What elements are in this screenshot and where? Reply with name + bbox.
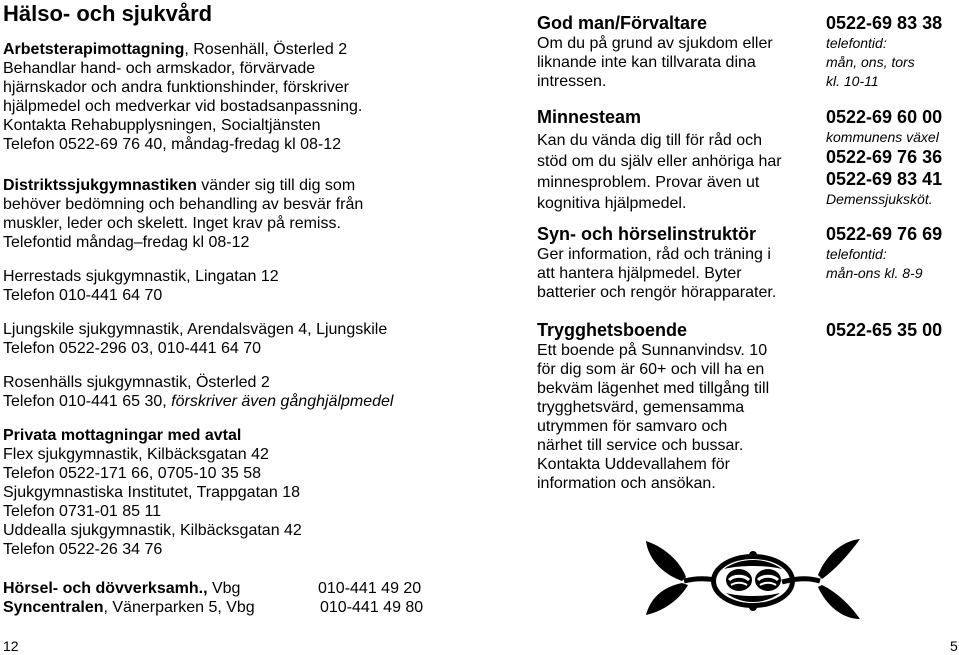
syncentral-row bbox=[3, 598, 255, 617]
minnesteam-line: kognitiva hjälpmedel. bbox=[537, 195, 687, 212]
horsel-name: Hörsel- och dövverksamh., bbox=[3, 580, 208, 597]
privata-line: Uddealla sjukgymnastik, Kilbäcksgatan 42 bbox=[3, 522, 302, 539]
rosenhall-note: förskriver även gånghjälpmedel bbox=[171, 393, 394, 410]
privata-line: Flex sjukgymnastik, Kilbäcksgatan 42 bbox=[3, 446, 269, 463]
minnesteam-line: minnesproblem. Provar även ut bbox=[537, 174, 760, 191]
minnesteam-phone: 0522-69 76 36 bbox=[826, 147, 943, 167]
arbetsterapi-line: Telefon 0522-69 76 40, måndag-fredag kl 08-12 bbox=[3, 136, 342, 153]
distrikt-section bbox=[3, 176, 363, 252]
flower-ornament-icon bbox=[640, 535, 865, 623]
minnesteam-note: kommunens växel bbox=[826, 129, 939, 145]
trygg-phone: 0522-65 35 00 bbox=[826, 320, 943, 340]
godman-heading: God man/Förvaltare bbox=[537, 13, 708, 33]
godman-info: kl. 10-11 bbox=[826, 73, 879, 89]
godman-line: liknande inte kan tillvarata dina bbox=[537, 54, 756, 71]
distrikt-line: behöver bedömning och behandling av besvär från bbox=[3, 196, 364, 213]
syn-line: Ger information, råd och träning i bbox=[537, 246, 771, 263]
herrestad-line: Herrestads sjukgymnastik, Lingatan 12 bbox=[3, 268, 279, 285]
arbetsterapi-line: hjälpmedel och medverkar vid bostadsanpassning. bbox=[3, 98, 363, 115]
trygg-line: trygghetsvärd, gemensamma bbox=[537, 399, 745, 416]
rosenhall-section bbox=[3, 373, 393, 411]
syn-heading: Syn- och hörselinstruktör bbox=[537, 224, 757, 244]
privata-heading: Privata mottagningar med avtal bbox=[3, 427, 242, 444]
minnesteam-phone: 0522-69 83 41 bbox=[826, 169, 943, 189]
herrestad-line: Telefon 010-441 64 70 bbox=[3, 287, 163, 304]
ljungskile-line: Ljungskile sjukgymnastik, Arendalsvägen 4, Ljungskile bbox=[3, 321, 388, 338]
syn-phone: 0522-69 76 69 bbox=[826, 224, 943, 244]
syncentral-address: , Vänerparken 5, Vbg bbox=[103, 599, 255, 616]
trygg-line: bekväm lägenhet med tillgång till bbox=[537, 380, 770, 397]
herrestad-section bbox=[3, 267, 279, 305]
horsel-place: Vbg bbox=[207, 580, 241, 597]
trygg-line: Ett boende på Sunnanvindsv. 10 bbox=[537, 342, 768, 359]
syn-info: mån-ons kl. 8-9 bbox=[826, 265, 923, 281]
godman-info: mån, ons, tors bbox=[826, 54, 915, 70]
godman-phone: 0522-69 83 38 bbox=[826, 13, 943, 33]
distrikt-name: Distriktssjukgymnastiken bbox=[3, 177, 197, 194]
distrikt-intro: vänder sig till dig som bbox=[196, 177, 356, 194]
trygg-line: information och ansökan. bbox=[537, 475, 716, 492]
distrikt-line: muskler, leder och skelett. Inget krav på remiss. bbox=[3, 215, 341, 232]
page-title: Hälso- och sjukvård bbox=[3, 1, 213, 26]
trygg-line: utrymmen för samvaro och bbox=[537, 418, 728, 435]
ljungskile-section bbox=[3, 320, 387, 358]
privata-line: Telefon 0522-26 34 76 bbox=[3, 541, 163, 558]
page-number-right: 5 bbox=[950, 638, 958, 654]
trygg-section bbox=[537, 319, 769, 493]
minnesteam-line: stöd om du själv eller anhöriga har bbox=[537, 153, 782, 170]
privata-line: Telefon 0522-171 66, 0705-10 35 58 bbox=[3, 465, 261, 482]
page-number-left: 12 bbox=[3, 638, 19, 654]
arbetsterapi-address: , Rosenhäll, Österled 2 bbox=[184, 41, 348, 58]
privata-line: Sjukgymnastiska Institutet, Trappgatan 18 bbox=[3, 484, 301, 501]
arbetsterapi-name: Arbetsterapimottagning bbox=[3, 41, 185, 58]
syn-section bbox=[537, 223, 776, 302]
arbetsterapi-line: hjärnskador och andra funktionshinder, förskriver bbox=[3, 79, 349, 96]
trygg-heading: Trygghetsboende bbox=[537, 320, 688, 340]
rosenhall-line: Rosenhälls sjukgymnastik, Österled 2 bbox=[3, 374, 270, 391]
rosenhall-phone: Telefon 010-441 65 30, bbox=[3, 393, 172, 410]
arbetsterapi-line: Behandlar hand- och armskador, förvärvade bbox=[3, 60, 316, 77]
syn-info: telefontid: bbox=[826, 246, 887, 262]
privata-line: Telefon 0731-01 85 11 bbox=[3, 503, 162, 520]
godman-section bbox=[537, 12, 773, 91]
minnesteam-contact bbox=[826, 106, 942, 208]
distrikt-line: Telefontid måndag–fredag kl 08-12 bbox=[3, 234, 250, 251]
minnesteam-section bbox=[537, 106, 782, 214]
ljungskile-line: Telefon 0522-296 03, 010-441 64 70 bbox=[3, 340, 261, 357]
arbetsterapi-line: Kontakta Rehabupplysningen, Socialtjänsten bbox=[3, 117, 321, 134]
horsel-phone: 010-441 49 20 bbox=[318, 580, 422, 597]
trygg-line: för dig som är 60+ och vill ha en bbox=[537, 361, 765, 378]
minnesteam-line: Kan du vända dig till för råd och bbox=[537, 132, 763, 149]
godman-info: telefontid: bbox=[826, 35, 887, 51]
godman-contact bbox=[826, 12, 942, 91]
trygg-line: Kontakta Uddevallahem för bbox=[537, 456, 730, 473]
minnesteam-heading: Minnesteam bbox=[537, 107, 642, 127]
godman-line: intressen. bbox=[537, 73, 607, 90]
godman-line: Om du på grund av sjukdom eller bbox=[537, 35, 773, 52]
syncentral-name: Syncentralen bbox=[3, 599, 104, 616]
horsel-row bbox=[3, 579, 240, 598]
arbetsterapi-section bbox=[3, 40, 362, 154]
syn-contact bbox=[826, 223, 942, 283]
minnesteam-phone: 0522-69 60 00 bbox=[826, 107, 943, 127]
syn-line: att hantera hjälpmedel. Byter bbox=[537, 265, 742, 282]
minnesteam-note: Demenssjuksköt. bbox=[826, 191, 933, 207]
syn-line: batterier och rengör hörapparater. bbox=[537, 284, 777, 301]
trygg-line: närhet till service och bussar. bbox=[537, 437, 744, 454]
privata-section bbox=[3, 426, 302, 559]
syncentral-phone: 010-441 49 80 bbox=[320, 599, 424, 616]
